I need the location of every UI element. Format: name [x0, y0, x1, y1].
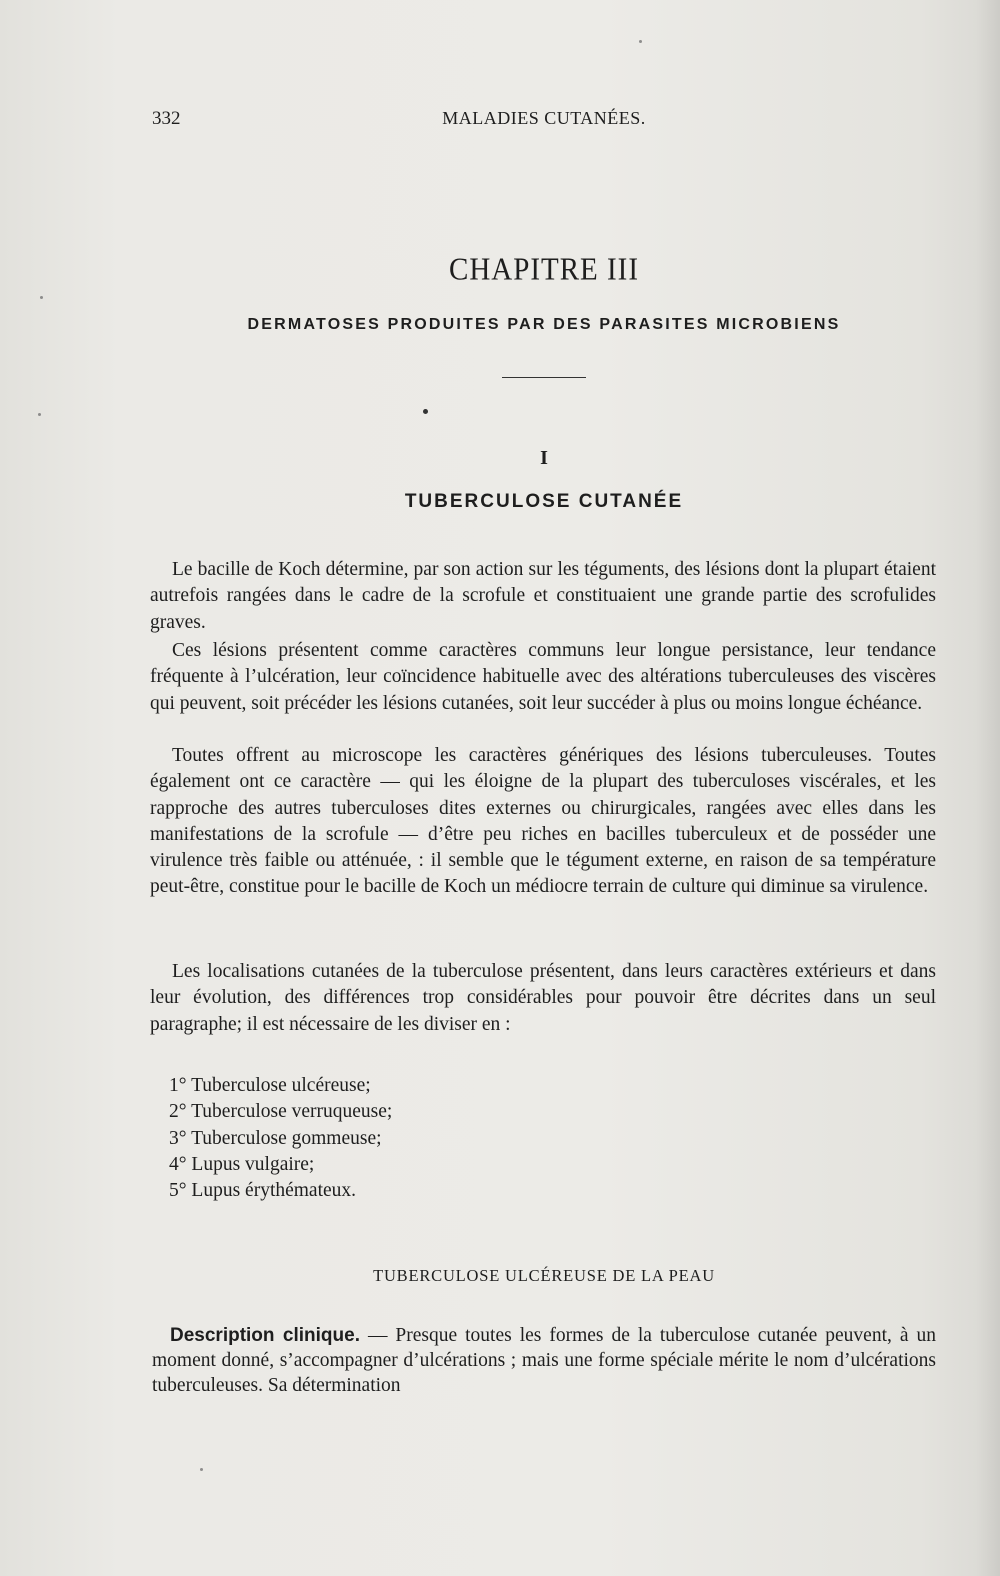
paragraph-1: [150, 557, 936, 636]
paragraph-text: Les localisations cutanées de la tuberculose présentent, dans leurs caractères extérieurs et dans leur évolution, des différences trop considérables pour pouvoir être décrites dans un seul paragraphe; il est nécessaire de les diviser en :: [150, 961, 936, 1035]
paragraph-text: Le bacille de Koch détermine, par son action sur les téguments, des lésions dont la plupart étaient autrefois rangées dans le cadre de la scrofule et constituaient une grande partie des scrofulides graves.: [150, 559, 936, 633]
chapter-subtitle: DERMATOSES PRODUITES PAR DES PARASITES MICROBIENS: [247, 316, 841, 333]
paper-speck: [38, 413, 41, 416]
page-header: [152, 108, 936, 134]
list-item: 4° Lupus vulgaire;: [169, 1153, 315, 1175]
paragraph-text: Toutes offrent au microscope les caractères génériques des lésions tuberculeuses. Toutes également ont ce caractère — qui les éloigne de la plupart des tuberculoses viscérales, et les rapproche des autres tuberculoses dites externes ou chirurgicales, rangées avec elles dans les manifestations de la scrofule — d’être peu riches en bacilles tuberculeux et de posséder une virulence très faible ou atténuée, : il semble que le tégument externe, en raison de sa température peut-être, constitue pour le bacille de Koch un médiocre terrain de culture qui diminue sa virulence.: [150, 745, 936, 898]
section-title: TUBERCULOSE CUTANÉE: [404, 491, 684, 512]
paragraph-4: [150, 959, 936, 1038]
page-number: 332: [152, 108, 181, 129]
clinical-description-paragraph: [152, 1323, 936, 1398]
paper-speck: [639, 40, 642, 43]
paragraph-2: [150, 638, 936, 717]
list-item: 3° Tuberculose gommeuse;: [169, 1127, 382, 1149]
page-edge-shadow: [976, 0, 1000, 1576]
paper-speck: [200, 1468, 203, 1471]
section-divider: [502, 377, 586, 378]
run-in-heading: Description clinique.: [170, 1325, 360, 1346]
subsection-title: TUBERCULOSE ULCÉREUSE DE LA PEAU: [373, 1266, 715, 1285]
paper-speck: [40, 296, 43, 299]
paragraph-text: Ces lésions présentent comme caractères communs leur longue persistance, leur tendance fréquente à l’ulcération, leur coïncidence habituelle avec des altérations tuberculeuses des viscères qui peuvent, soit précéder les lésions cutanées, soit leur succéder à plus ou moins longue échéance.: [150, 640, 936, 714]
list-item: 5° Lupus érythémateux.: [169, 1180, 357, 1202]
running-title: MALADIES CUTANÉES.: [442, 108, 646, 128]
tuberculosis-types-list: [169, 1073, 392, 1204]
section-number: I: [540, 447, 548, 469]
description-text: — Presque toutes les formes de la tuberculose cutanée peuvent, à un moment donné, s’accompagner d’ulcérations ; mais une forme spéciale mérite le nom d’ulcérations tuberculeuses. Sa détermination: [152, 1325, 936, 1396]
ink-dot: [423, 409, 428, 414]
list-item: 1° Tuberculose ulcéreuse;: [169, 1075, 371, 1096]
list-item: 2° Tuberculose verruqueuse;: [169, 1101, 393, 1123]
paragraph-3: [150, 743, 936, 901]
chapter-heading: CHAPITRE III: [448, 252, 639, 288]
